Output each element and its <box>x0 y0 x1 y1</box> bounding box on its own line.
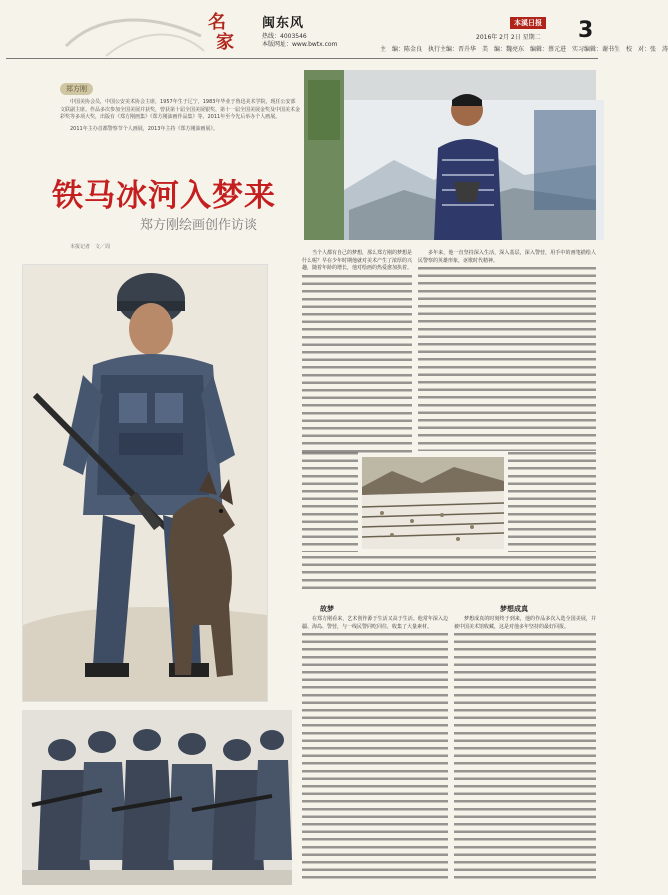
bio-text: 中国美协会员，中国公安美术协会主席，1957年生于辽宁，1983年毕业于鲁迅美术学院，现任公安部文联副主席。作品多次参加全国美展并获奖，曾获第十届全国美展银奖、第十一届全国美展金奖及中国美术金彩奖等多项大奖，出版有《郑方刚画集》《郑方刚油画作品集》等。2011年至今先后举办个人画展。 <box>60 99 301 120</box>
paper-badge: 本溪日报 <box>510 17 546 29</box>
artist-bio <box>60 76 300 133</box>
column-title-char-1: 名 <box>208 12 226 33</box>
painting-snow-landscape <box>362 457 504 549</box>
column-title-char-2: 家 <box>216 32 234 53</box>
body-paragraph-c: 在郑方刚看来，艺术创作源于生活又高于生活。他常年深入边疆、海岛、警营，与一线民警同吃同住，收集了大量素材。 <box>302 616 448 630</box>
text-lines <box>302 452 358 552</box>
body-paragraph-b: 多年来，他一直坚持深入生活，深入基层，深入警营，用手中的画笔描绘人民警察的英雄形象，讴歌时代精神。 <box>418 250 596 264</box>
body-column-c2 <box>508 452 596 552</box>
artist-photo <box>304 70 596 240</box>
text-lines <box>508 452 596 552</box>
website: 本版网址：www.bwtx.com <box>262 41 338 48</box>
section-title-2: 故梦 <box>320 604 334 613</box>
subheadline: 郑方刚绘画创作访谈 <box>140 218 258 233</box>
body-column-b <box>418 250 596 450</box>
section-title-3: 梦想成真 <box>500 604 528 613</box>
officer-dog-painting-image <box>23 265 267 701</box>
header-ink-decoration <box>6 6 206 62</box>
header-divider <box>6 58 598 59</box>
body-column-e <box>454 616 596 886</box>
headline: 铁马冰河入梦来 <box>52 178 276 214</box>
artist-name-tag: 郑方刚 <box>60 83 93 95</box>
column-title <box>200 14 250 60</box>
publication-name: 闽东风 <box>262 16 305 31</box>
body-paragraph-a: 当个人都有自己的梦想，那么郑方刚的梦想是什么呢？早在少年时期他就对美术产生了浓厚的兴趣，随着年龄的增长，他对绘画的热爱愈加执着。 <box>302 250 413 272</box>
body-column-c <box>302 452 358 552</box>
body-column-d <box>302 616 448 886</box>
text-lines <box>418 267 596 451</box>
text-lines <box>302 556 596 592</box>
snow-landscape-image <box>362 457 504 549</box>
bio-extra: 2011年主办首都警察节个人画展，2013年主持《郑方刚油画展》。 <box>70 125 218 132</box>
text-lines <box>454 633 596 883</box>
ink-wash-icon <box>6 6 206 62</box>
body-paragraph-d: 梦想成真的时刻终于到来，他的作品多次入选全国美展，并被中国美术馆收藏，这是对他多年坚持的最好回报。 <box>454 616 596 630</box>
painting-police-squad <box>22 710 292 885</box>
body-column-a <box>302 250 412 450</box>
date-line: 2016年 2月 2日 星期二 <box>476 34 541 41</box>
credits-line: 主 编：陈金良 执行主编：晋升华 美 编：魏亮东 编辑：蔡元进 实习编辑：谢书生 校 对：张 涛 <box>380 46 668 53</box>
byline: 本报记者 文／周 <box>70 244 111 250</box>
artist-portrait-image <box>304 70 596 240</box>
hotline: 热线：4003546 <box>262 33 307 40</box>
text-lines <box>302 633 448 883</box>
squad-painting-image <box>22 710 292 885</box>
text-lines <box>302 275 412 455</box>
page-number: 3 <box>578 18 594 43</box>
painting-officer-with-dog <box>22 264 268 702</box>
body-column-c3 <box>302 556 596 592</box>
header-info <box>262 33 337 49</box>
